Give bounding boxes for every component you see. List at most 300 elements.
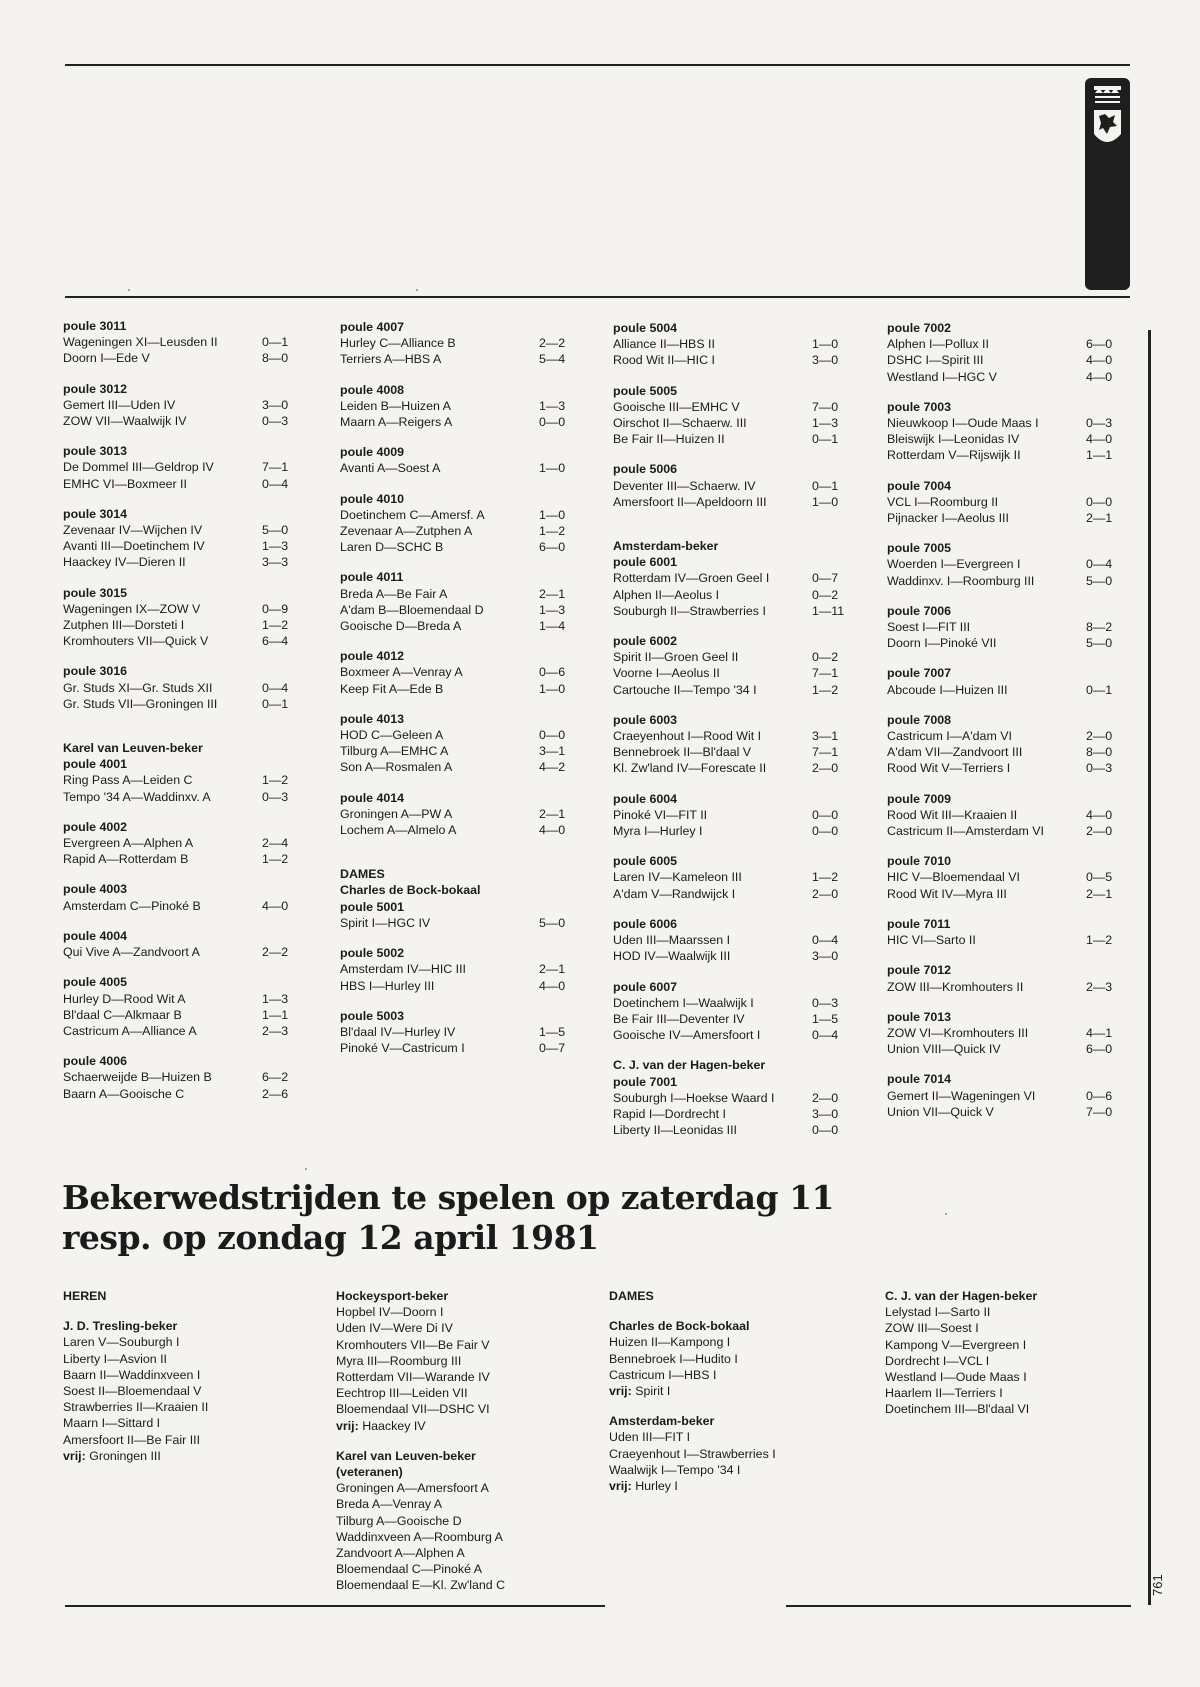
match-row — [613, 823, 850, 839]
group-heading: poule 3011 — [63, 319, 127, 333]
bye-line — [336, 1418, 505, 1434]
match-teams: Maarn A—Reigers A — [340, 415, 453, 430]
fixture-group — [609, 1288, 776, 1304]
bottom-rule-left — [65, 1605, 605, 1607]
match-row — [887, 510, 1124, 526]
match-score: 2—3 — [1086, 979, 1113, 994]
match-score: 2—2 — [539, 336, 566, 351]
match-teams: Rood Wit V—Terriers I — [887, 761, 1011, 776]
crest-icon — [1091, 84, 1124, 164]
group-heading: poule 5003 — [340, 1008, 405, 1023]
match-teams: Wageningen IX—ZOW V — [63, 601, 201, 616]
result-group — [63, 974, 300, 1039]
fixture-line: Waalwijk I—Tempo '34 I — [609, 1462, 741, 1477]
match-score: 0—1 — [812, 478, 839, 493]
match-score: 2—3 — [262, 1023, 289, 1038]
match-row — [613, 682, 850, 698]
match-score: 1—1 — [262, 1007, 289, 1022]
match-teams: HIC V—Bloemendaal VI — [887, 870, 1020, 885]
match-teams: ZOW VI—Kromhouters III — [887, 1025, 1029, 1040]
match-row — [887, 635, 1124, 651]
match-row — [887, 431, 1124, 447]
result-group — [887, 665, 1124, 697]
match-teams: Laren D—SCHC B — [340, 540, 444, 555]
match-score: 8—0 — [1086, 745, 1113, 760]
match-row — [887, 807, 1124, 823]
fixture-heading: Charles de Bock-bokaal — [609, 1319, 750, 1334]
group-heading: poule 7014 — [887, 1072, 952, 1087]
match-row — [887, 744, 1124, 760]
match-teams: HIC VI—Sarto II — [887, 933, 976, 948]
match-row — [613, 869, 850, 885]
match-teams: Rotterdam V—Rijswijk II — [887, 448, 1021, 463]
group-heading: poule 4011 — [340, 570, 404, 585]
match-teams: EMHC VI—Boxmeer II — [63, 476, 187, 491]
match-score: 0—1 — [262, 335, 289, 350]
result-group — [340, 711, 577, 776]
match-score: 0—1 — [812, 432, 839, 447]
match-score: 4—0 — [539, 978, 566, 993]
match-teams: Oirschot II—Schaerw. III — [613, 416, 747, 431]
match-teams: Castricum A—Alliance A — [63, 1023, 197, 1038]
match-row — [63, 1007, 300, 1023]
match-score: 2—0 — [1086, 824, 1113, 839]
match-score: 5—0 — [539, 915, 566, 930]
match-row — [340, 539, 577, 555]
result-group — [340, 882, 577, 898]
match-row — [887, 415, 1124, 431]
match-teams: Myra I—Hurley I — [613, 824, 703, 839]
match-score: 1—2 — [812, 870, 839, 885]
match-teams: VCL I—Roomburg II — [887, 494, 999, 509]
results-column-2 — [340, 319, 577, 1070]
results-column-1 — [63, 318, 300, 1116]
match-row — [340, 618, 577, 634]
group-heading: poule 5005 — [613, 383, 678, 398]
result-group — [340, 1008, 577, 1057]
match-row — [887, 932, 1124, 948]
match-row — [613, 1106, 850, 1122]
match-teams: Craeyenhout I—Rood Wit I — [613, 729, 762, 744]
print-speck — [416, 289, 418, 291]
match-score: 1—2 — [1086, 933, 1113, 948]
group-heading: poule 4001 — [63, 757, 128, 772]
match-score: 1—5 — [539, 1024, 566, 1039]
match-row — [340, 743, 577, 759]
match-row — [63, 789, 300, 805]
match-row — [887, 823, 1124, 839]
match-score: 3—1 — [539, 744, 566, 759]
match-teams: Westland I—HGC V — [887, 369, 997, 384]
match-teams: A'dam V—Randwijck I — [613, 886, 736, 901]
match-teams: Schaerweijde B—Huizen B — [63, 1070, 212, 1085]
bye-line — [63, 1448, 208, 1464]
match-teams: Gr. Studs XI—Gr. Studs XII — [63, 680, 213, 695]
fixture-line: Eechtrop III—Leiden VII — [336, 1386, 468, 1401]
result-group — [340, 491, 577, 556]
fixture-heading: C. J. van der Hagen-beker — [885, 1289, 1038, 1303]
group-heading: poule 4005 — [63, 975, 128, 990]
result-group — [613, 320, 850, 369]
match-score: 1—2 — [262, 773, 289, 788]
match-score: 4—0 — [1086, 353, 1113, 368]
fixture-line: Strawberries II—Kraaien II — [63, 1400, 209, 1415]
match-score: 0—3 — [262, 414, 289, 429]
match-score: 2—1 — [1086, 886, 1113, 901]
fixture-line: Haarlem II—Terriers I — [885, 1386, 1003, 1401]
group-heading: poule 6007 — [613, 979, 678, 994]
result-group — [613, 853, 850, 902]
result-group — [613, 916, 850, 965]
result-group — [63, 881, 300, 913]
match-score: 2—0 — [812, 886, 839, 901]
group-heading: Charles de Bock-bokaal — [340, 883, 481, 898]
match-teams: Union VIII—Quick IV — [887, 1042, 1001, 1057]
fixture-group — [609, 1413, 776, 1494]
fixture-group — [63, 1288, 208, 1304]
match-score: 0—4 — [262, 680, 289, 695]
match-teams: Amsterdam C—Pinoké B — [63, 898, 201, 913]
match-row — [63, 944, 300, 960]
bottom-rule-right — [786, 1605, 1131, 1607]
result-group — [340, 945, 577, 994]
results-column-3 — [613, 320, 850, 1152]
match-row — [340, 759, 577, 775]
match-score: 0—4 — [1086, 557, 1113, 572]
match-score: 2—1 — [539, 806, 566, 821]
match-score: 4—0 — [1086, 807, 1113, 822]
fixture-line: Bloemendaal C—Pinoké A — [336, 1562, 483, 1577]
match-row — [613, 932, 850, 948]
result-group — [613, 461, 850, 510]
match-score: 0—4 — [812, 1028, 839, 1043]
result-group — [63, 740, 300, 756]
match-teams: Bleiswijk I—Leonidas IV — [887, 432, 1020, 447]
match-teams: Voorne I—Aeolus II — [613, 666, 720, 681]
fixture-group — [336, 1288, 505, 1434]
match-teams: ZOW VII—Waalwijk IV — [63, 414, 187, 429]
match-score: 7—0 — [812, 399, 839, 414]
match-row — [63, 397, 300, 413]
match-score: 8—2 — [1086, 620, 1113, 635]
headline-line-1: Bekerwedstrijden te spelen op zaterdag 11 — [62, 1178, 834, 1217]
match-row — [63, 1069, 300, 1085]
match-teams: Doetinchem C—Amersf. A — [340, 507, 485, 522]
match-score: 1—5 — [812, 1011, 839, 1026]
bye-team: Groningen III — [89, 1448, 161, 1463]
group-heading: poule 6004 — [613, 791, 678, 806]
match-score: 5—0 — [262, 523, 289, 538]
group-heading: poule 6002 — [613, 634, 678, 649]
fixture-line: ZOW III—Soest I — [885, 1321, 979, 1336]
match-teams: Kl. Zw'land IV—Forescate II — [613, 761, 767, 776]
result-group — [613, 979, 850, 1044]
match-score: 8—0 — [262, 351, 289, 366]
bye-label: vrij: — [609, 1384, 632, 1399]
match-teams: Terriers A—HBS A — [340, 352, 442, 367]
match-teams: Boxmeer A—Venray A — [340, 665, 463, 680]
match-row — [340, 335, 577, 351]
match-row — [613, 352, 850, 368]
match-teams: Tilburg A—EMHC A — [340, 744, 449, 759]
match-row — [63, 1023, 300, 1039]
result-group — [887, 853, 1124, 902]
group-heading: poule 3013 — [63, 444, 128, 459]
match-teams: Waddinxv. I—Roomburg III — [887, 573, 1035, 588]
match-teams: Be Fair III—Deventer IV — [613, 1011, 745, 1026]
match-row — [887, 494, 1124, 510]
match-teams: Pinoké VI—FIT II — [613, 807, 708, 822]
match-row — [340, 822, 577, 838]
margin-rule — [1148, 330, 1151, 1605]
group-heading: poule 7003 — [887, 399, 952, 414]
match-teams: Alphen II—Aeolus I — [613, 587, 720, 602]
match-teams: Zutphen III—Dorsteti I — [63, 618, 185, 633]
match-teams: Evergreen A—Alphen A — [63, 836, 194, 851]
match-score: 2—1 — [539, 586, 566, 601]
match-teams: Kromhouters VII—Quick V — [63, 634, 209, 649]
bye-label: vrij: — [336, 1418, 359, 1433]
group-heading: poule 7007 — [887, 666, 952, 681]
match-score: 1—0 — [539, 461, 566, 476]
match-teams: Hurley C—Alliance B — [340, 336, 456, 351]
match-teams: Deventer III—Schaerw. IV — [613, 478, 756, 493]
match-row — [340, 978, 577, 994]
match-row — [340, 460, 577, 476]
bye-team: Haackey IV — [362, 1418, 426, 1433]
match-teams: Uden III—Maarssen I — [613, 933, 731, 948]
match-teams: Souburgh II—Strawberries I — [613, 603, 766, 618]
fixture-line: Kromhouters VII—Be Fair V — [336, 1337, 490, 1352]
match-teams: Wageningen XI—Leusden II — [63, 335, 218, 350]
match-score: 0—0 — [812, 807, 839, 822]
fixture-line: Myra III—Roomburg III — [336, 1353, 462, 1368]
result-group — [613, 633, 850, 698]
result-group — [340, 648, 577, 697]
match-score: 2—6 — [262, 1086, 289, 1101]
match-teams: HBS I—Hurley III — [340, 978, 435, 993]
group-heading: poule 4010 — [340, 491, 405, 506]
result-group — [887, 540, 1124, 589]
match-score: 1—0 — [539, 681, 566, 696]
match-row — [340, 398, 577, 414]
match-score: 4—0 — [1086, 432, 1113, 447]
match-row — [340, 1024, 577, 1040]
result-group — [887, 478, 1124, 527]
fixture-line: Uden IV—Were Di IV — [336, 1321, 453, 1336]
match-score: 1—3 — [539, 398, 566, 413]
match-teams: Bl'daal IV—Hurley IV — [340, 1024, 456, 1039]
print-speck — [128, 289, 130, 291]
result-group — [340, 319, 577, 368]
group-heading: poule 4007 — [340, 320, 405, 334]
match-score: 7—0 — [1086, 1104, 1113, 1119]
group-heading: poule 4009 — [340, 445, 405, 460]
fixture-line: Lelystad I—Sarto II — [885, 1305, 991, 1320]
match-row — [340, 727, 577, 743]
match-teams: Leiden B—Huizen A — [340, 398, 451, 413]
match-score: 2—0 — [812, 1090, 839, 1105]
match-row — [63, 633, 300, 649]
match-row — [340, 806, 577, 822]
match-teams: Avanti III—Doetinchem IV — [63, 539, 205, 554]
match-score: 1—0 — [812, 337, 839, 352]
result-group — [887, 399, 1124, 464]
match-teams: Rotterdam IV—Groen Geel I — [613, 571, 770, 586]
match-score: 1—1 — [1086, 448, 1113, 463]
fixture-heading: DAMES — [609, 1289, 654, 1303]
match-score: 0—3 — [1086, 761, 1113, 776]
match-teams: Abcoude I—Huizen III — [887, 682, 1008, 697]
match-score: 6—2 — [262, 1070, 289, 1085]
match-teams: Bl'daal C—Alkmaar B — [63, 1007, 182, 1022]
result-group — [340, 444, 577, 476]
match-score: 0—0 — [1086, 494, 1113, 509]
match-teams: Be Fair II—Huizen II — [613, 432, 725, 447]
match-row — [63, 601, 300, 617]
result-group — [887, 320, 1124, 385]
match-row — [63, 459, 300, 475]
match-teams: Liberty II—Leonidas III — [613, 1123, 737, 1138]
print-speck — [305, 1168, 307, 1170]
match-teams: HOD C—Geleen A — [340, 728, 444, 743]
fixture-subheading: (veteranen) — [336, 1465, 403, 1480]
match-score: 1—3 — [539, 602, 566, 617]
fixture-line: Rotterdam VII—Warande IV — [336, 1370, 490, 1385]
match-teams: Son A—Rosmalen A — [340, 760, 453, 775]
match-teams: Laren IV—Kameleon III — [613, 870, 742, 885]
match-row — [340, 414, 577, 430]
match-score: 1—4 — [539, 619, 566, 634]
match-score: 1—2 — [262, 852, 289, 867]
match-score: 4—2 — [539, 760, 566, 775]
match-row — [887, 979, 1124, 995]
group-heading: poule 5001 — [340, 899, 405, 914]
match-score: 6—0 — [539, 540, 566, 555]
match-teams: HOD IV—Waalwijk III — [613, 949, 731, 964]
match-row — [63, 554, 300, 570]
group-heading: poule 7004 — [887, 478, 952, 493]
match-row — [63, 696, 300, 712]
result-group — [887, 962, 1124, 994]
match-row — [887, 1041, 1124, 1057]
match-teams: Keep Fit A—Ede B — [340, 681, 444, 696]
match-row — [613, 603, 850, 619]
match-row — [613, 1011, 850, 1027]
match-score: 1—11 — [812, 603, 845, 618]
match-row — [887, 447, 1124, 463]
fixture-group — [63, 1318, 208, 1464]
result-group — [887, 916, 1124, 948]
result-group — [340, 899, 577, 931]
match-row — [887, 352, 1124, 368]
bye-label: vrij: — [63, 1448, 86, 1463]
result-group — [63, 506, 300, 571]
match-score: 0—0 — [539, 415, 566, 430]
match-score: 4—1 — [1086, 1025, 1113, 1040]
match-row — [613, 1122, 850, 1138]
match-row — [63, 617, 300, 633]
match-score: 0—0 — [812, 1123, 839, 1138]
match-score: 0—0 — [812, 824, 839, 839]
match-row — [63, 991, 300, 1007]
group-heading: poule 6006 — [613, 916, 678, 931]
match-row — [613, 886, 850, 902]
match-teams: Castricum II—Amsterdam VI — [887, 824, 1044, 839]
match-teams: Ring Pass A—Leiden C — [63, 773, 193, 788]
fixture-line: Dordrecht I—VCL I — [885, 1353, 990, 1368]
group-heading: poule 4013 — [340, 711, 405, 726]
match-teams: Pijnacker I—Aeolus III — [887, 511, 1009, 526]
match-row — [613, 807, 850, 823]
match-score: 0—7 — [539, 1041, 566, 1056]
match-score: 3—3 — [262, 555, 289, 570]
fixture-line: Zandvoort A—Alphen A — [336, 1546, 465, 1561]
match-row — [613, 494, 850, 510]
match-teams: Zevenaar IV—Wijchen IV — [63, 523, 203, 538]
match-teams: Gemert III—Uden IV — [63, 397, 176, 412]
match-score: 0—3 — [1086, 416, 1113, 431]
match-score: 1—3 — [262, 539, 289, 554]
match-teams: Hurley D—Rood Wit A — [63, 991, 186, 1006]
match-row — [613, 728, 850, 744]
fixture-line: Huizen II—Kampong I — [609, 1335, 731, 1350]
fixture-line: Castricum I—HBS I — [609, 1367, 717, 1382]
bye-team: Spirit I — [635, 1384, 671, 1399]
result-group — [63, 585, 300, 650]
match-teams: Rood Wit IV—Myra III — [887, 886, 1007, 901]
match-score: 4—0 — [262, 898, 289, 913]
fixture-line: Uden III—FIT I — [609, 1430, 691, 1445]
result-group — [63, 819, 300, 868]
match-row — [63, 476, 300, 492]
group-heading: poule 4006 — [63, 1054, 128, 1069]
match-teams: ZOW III—Kromhouters II — [887, 979, 1024, 994]
fixture-heading: J. D. Tresling-beker — [63, 1319, 178, 1334]
match-teams: Tempo '34 A—Waddinxv. A — [63, 789, 211, 804]
match-row — [613, 948, 850, 964]
group-heading: poule 7008 — [887, 712, 952, 727]
match-teams: Nieuwkoop I—Oude Maas I — [887, 416, 1039, 431]
result-group — [613, 1074, 850, 1139]
match-teams: Amersfoort II—Apeldoorn III — [613, 494, 767, 509]
match-row — [613, 1090, 850, 1106]
result-group — [613, 538, 850, 554]
match-score: 2—4 — [262, 836, 289, 851]
result-group — [63, 756, 300, 805]
group-heading: poule 7010 — [887, 854, 952, 869]
group-heading: poule 4014 — [340, 790, 405, 805]
result-group — [63, 663, 300, 712]
match-teams: Rapid A—Rotterdam B — [63, 852, 189, 867]
group-heading: poule 7011 — [887, 916, 951, 931]
fixtures-column-4 — [885, 1288, 1037, 1432]
match-teams: Groningen A—PW A — [340, 806, 453, 821]
result-group — [63, 443, 300, 492]
result-group — [63, 381, 300, 430]
result-group — [340, 382, 577, 431]
match-row — [63, 350, 300, 366]
match-teams: Rapid I—Dordrecht I — [613, 1106, 726, 1121]
match-teams: DSHC I—Spirit III — [887, 353, 984, 368]
result-group — [887, 712, 1124, 777]
match-row — [887, 336, 1124, 352]
result-group — [340, 790, 577, 839]
top-rule — [65, 64, 1130, 66]
group-heading: poule 7006 — [887, 603, 952, 618]
result-group — [340, 866, 577, 882]
match-score: 4—0 — [1086, 369, 1113, 384]
